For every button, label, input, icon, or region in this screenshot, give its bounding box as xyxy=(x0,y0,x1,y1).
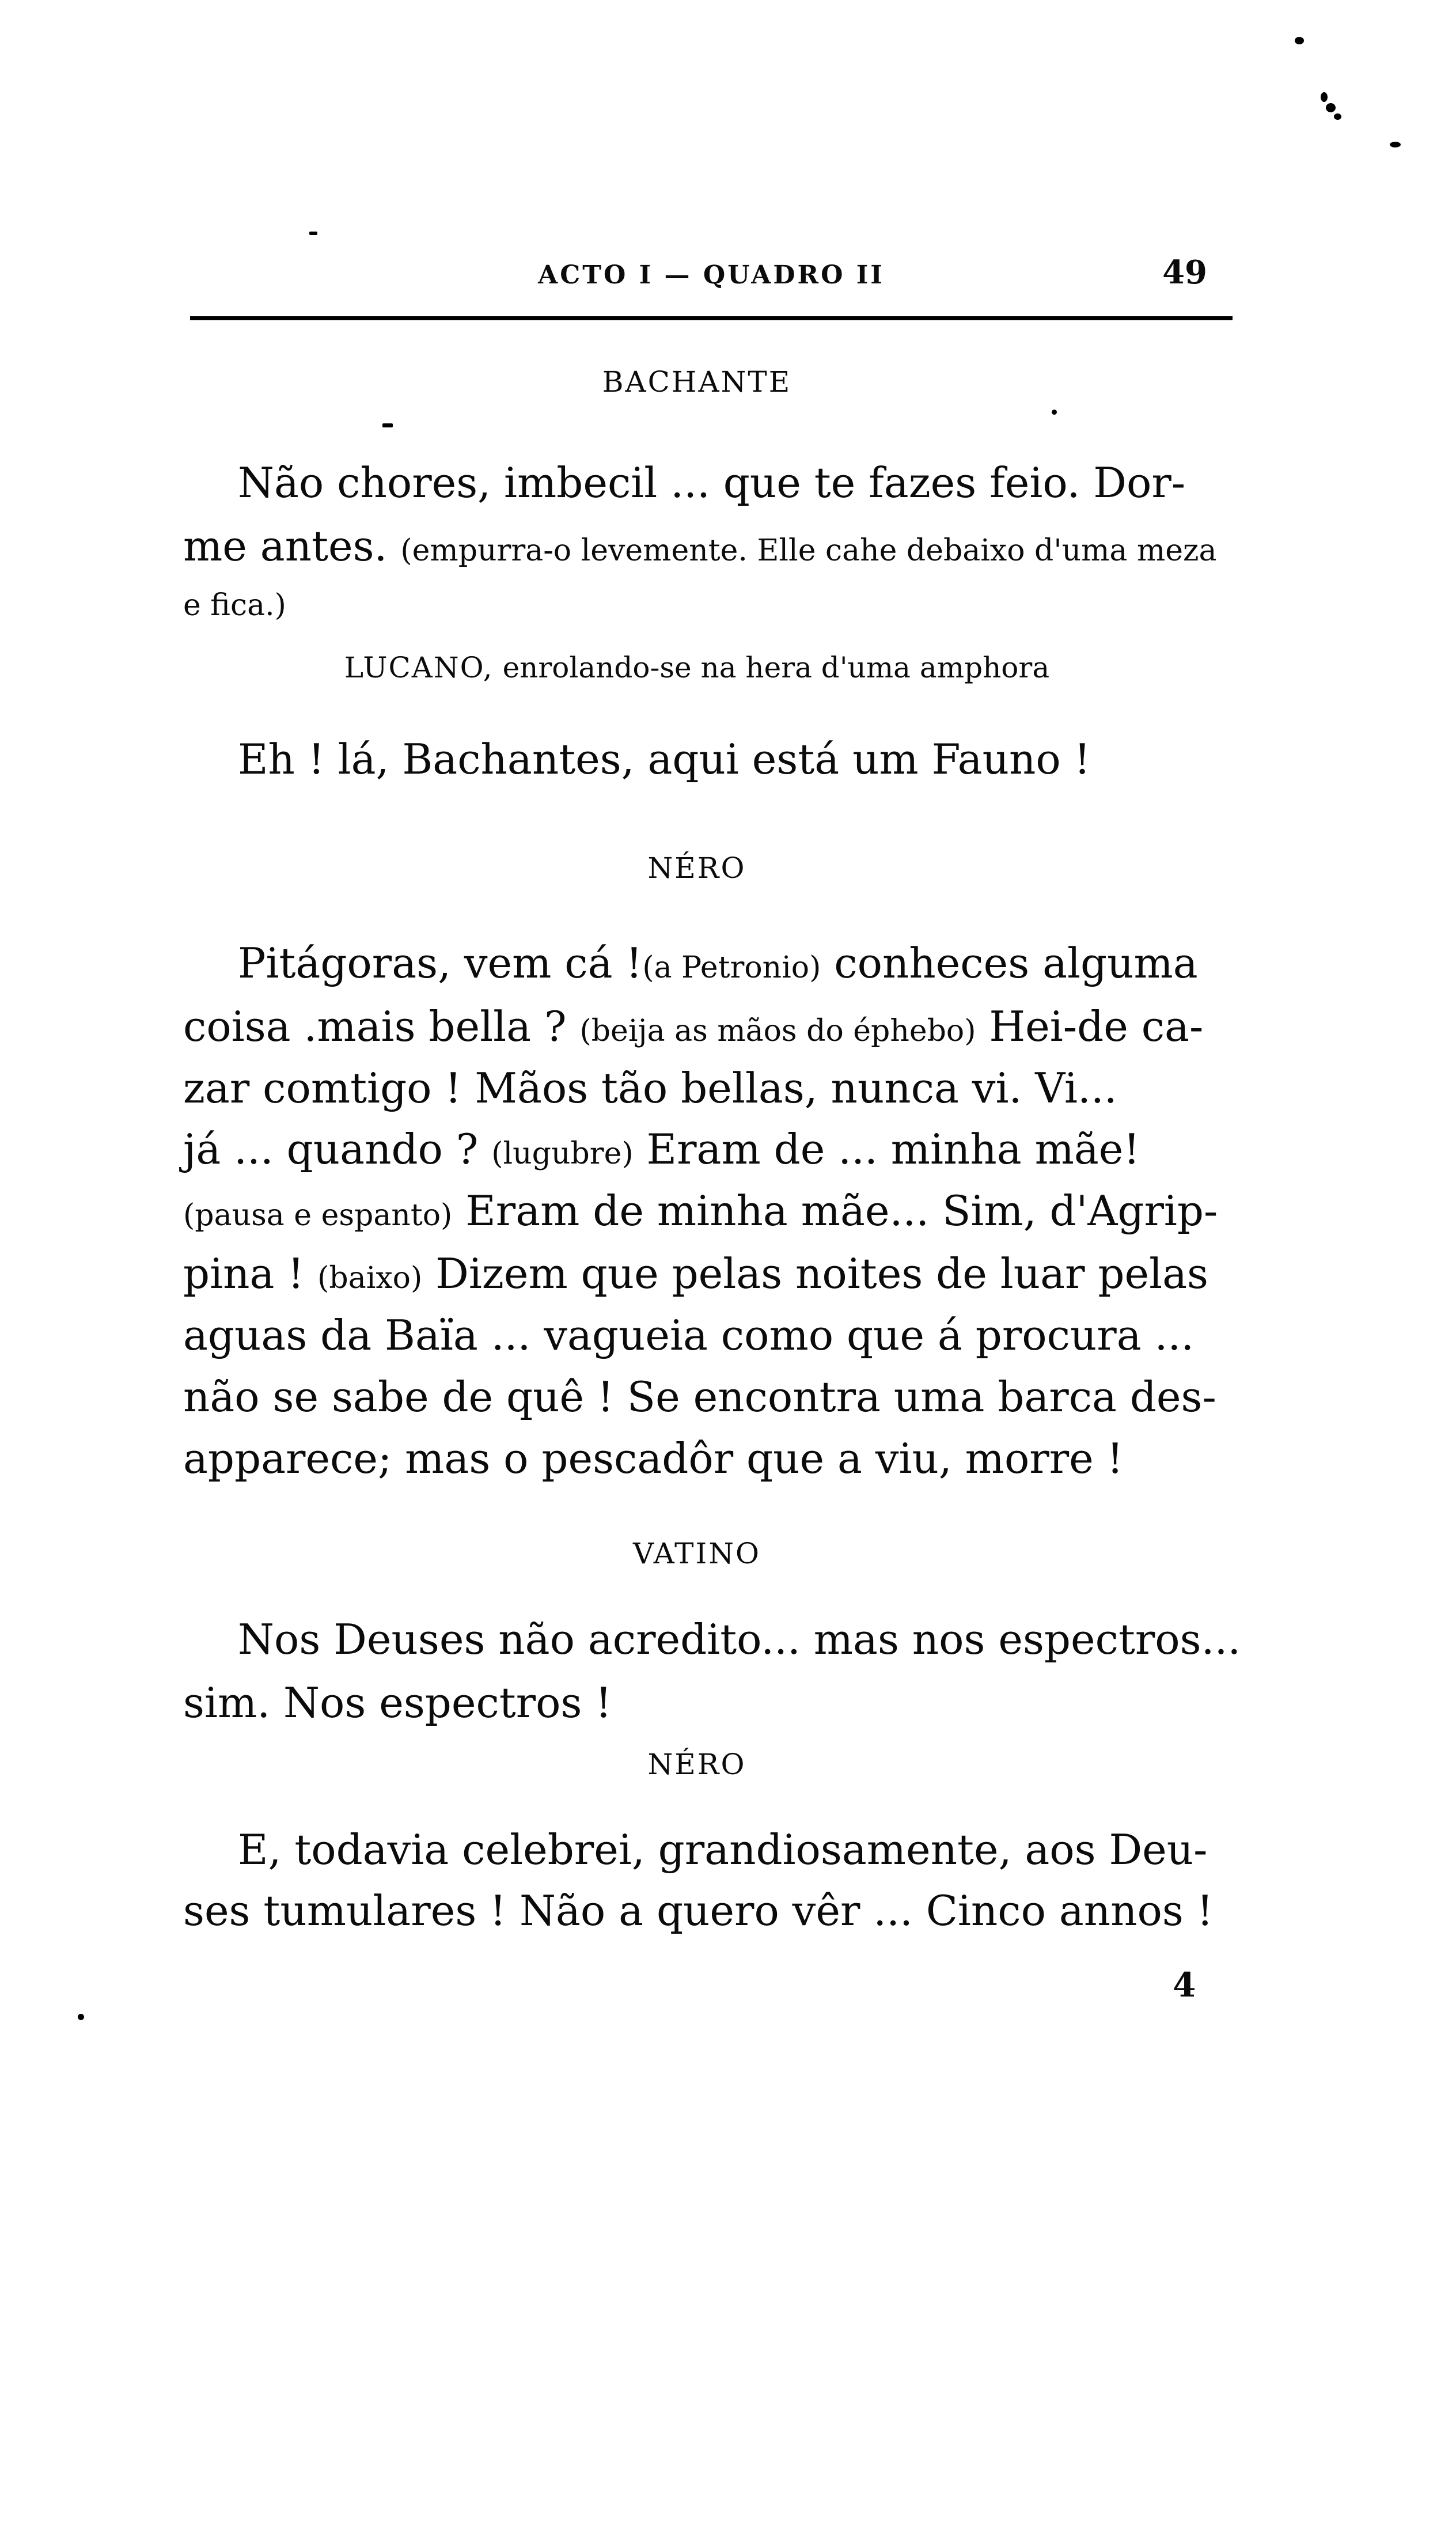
dialogue-text: me antes. xyxy=(183,522,401,570)
dialogue-text: Não chores, imbecil ... que te fazes feio. Dor- xyxy=(238,459,1186,507)
dialogue-line xyxy=(183,940,1211,987)
stage-direction-line xyxy=(183,589,1211,622)
dialogue-text: zar comtigo ! Mãos tão bellas, nunca vi. Vi... xyxy=(183,1064,1117,1112)
speaker-name: LUCANO, xyxy=(344,651,494,684)
dialogue-line xyxy=(183,1886,1214,1935)
ink-speck xyxy=(1326,103,1336,112)
stage-direction: (pausa e espanto) xyxy=(183,1198,453,1233)
ink-speck xyxy=(1295,37,1304,44)
dialogue-text: Eram de ... minha mãe! xyxy=(633,1125,1140,1173)
dialogue-line xyxy=(183,1065,1211,1112)
ink-speck xyxy=(1321,92,1328,102)
dialogue-text: ses tumulares ! Não a quero vêr ... Cinco annos ! xyxy=(183,1886,1214,1935)
dialogue-line xyxy=(183,1373,1216,1421)
dialogue-text: apparece; mas o pescadôr que a viu, morre ! xyxy=(183,1434,1124,1483)
page-number: 49 xyxy=(1162,253,1207,291)
ink-speck xyxy=(1334,113,1341,120)
dialogue-line xyxy=(183,1187,1218,1235)
stage-direction: (beija as mãos do éphebo) xyxy=(579,1014,976,1048)
dialogue-line xyxy=(183,1126,1211,1173)
dialogue-text: conheces alguma xyxy=(821,939,1198,987)
speaker-heading-vatino: VATINO xyxy=(633,1537,761,1570)
dialogue-text: não se sabe de quê ! Se encontra uma barca des- xyxy=(183,1373,1216,1421)
stage-direction: e fica.) xyxy=(183,588,286,623)
dialogue-line xyxy=(183,522,1217,570)
dialogue-text: Nos Deuses não acredito... mas nos espectros... xyxy=(238,1615,1241,1664)
stage-direction: (lugubre) xyxy=(491,1137,634,1171)
dialogue-text: E, todavia celebrei, grandiosamente, aos Deu- xyxy=(238,1825,1208,1874)
dialogue-text: Hei-de ca- xyxy=(976,1002,1204,1051)
ink-speck xyxy=(1390,142,1401,147)
signature-mark: 4 xyxy=(1173,1965,1196,2005)
stage-direction: (empurra-o levemente. Elle cahe debaixo d'uma meza xyxy=(400,533,1217,568)
running-title: ACTO I — QUADRO II xyxy=(538,260,885,290)
text-column xyxy=(183,0,1241,2523)
speaker-heading-nero: NÉRO xyxy=(647,851,746,885)
dialogue-text: Dizem que pelas noites de luar pelas xyxy=(422,1249,1208,1298)
dialogue-line xyxy=(183,1615,1241,1664)
dialogue-text: aguas da Baïa ... vagueia como que á procura ... xyxy=(183,1311,1195,1359)
dialogue-text: Eh ! lá, Bachantes, aqui está um Fauno ! xyxy=(238,735,1091,783)
dialogue-line xyxy=(183,1312,1211,1359)
speaker-heading-nero: NÉRO xyxy=(647,1748,746,1781)
dialogue-text: coisa .mais bella ? xyxy=(183,1002,580,1051)
dialogue-text: já ... quando ? xyxy=(183,1125,492,1173)
speaker-stage-note: enrolando-se na hera d'uma amphora xyxy=(502,651,1050,684)
dialogue-text: sim. Nos espectros ! xyxy=(183,1679,612,1727)
speaker-heading-lucano xyxy=(183,651,1211,684)
dialogue-line xyxy=(183,1251,1211,1297)
dialogue-line xyxy=(183,1827,1211,1873)
stage-direction: (baixo) xyxy=(317,1261,423,1295)
dialogue-line xyxy=(183,1003,1211,1050)
stage-direction: (a Petronio) xyxy=(642,950,821,985)
dialogue-line xyxy=(183,460,1211,506)
dialogue-line xyxy=(183,1435,1211,1482)
dialogue-text: pina ! xyxy=(183,1249,318,1298)
dialogue-line xyxy=(183,1680,1211,1726)
dialogue-text: Eram de minha mãe... Sim, d'Agrip- xyxy=(452,1187,1218,1235)
ink-speck xyxy=(78,2014,84,2020)
dialogue-text: Pitágoras, vem cá ! xyxy=(238,939,643,987)
speaker-heading-bachante: BACHANTE xyxy=(602,365,792,399)
dialogue-line xyxy=(183,736,1211,783)
